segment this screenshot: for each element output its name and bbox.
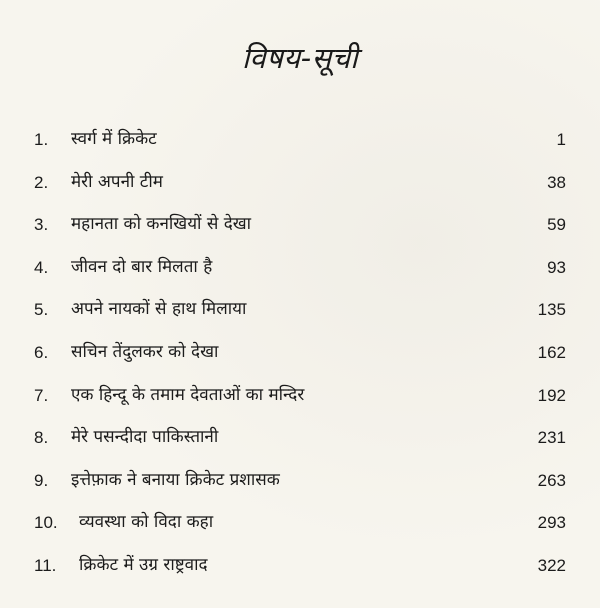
entry-title: मेरे पसन्दीदा पाकिस्तानी	[71, 427, 219, 448]
page-title: विषय-सूची	[241, 41, 359, 75]
toc-entry	[34, 464, 566, 507]
entry-number: 9.	[34, 470, 49, 490]
entry-title: मेरी अपनी टीम	[71, 171, 163, 192]
entry-title: सचिन तेंदुलकर को देखा	[71, 341, 219, 362]
entry-page-number: 1	[556, 130, 566, 149]
entry-number: 2.	[34, 172, 49, 192]
entry-title: स्वर्ग में क्रिकेट	[71, 129, 157, 149]
toc-entry	[34, 549, 566, 592]
entry-number: 1.	[34, 130, 49, 149]
entry-number: 3.	[34, 215, 49, 235]
toc-entry	[34, 166, 566, 209]
toc-entry	[34, 208, 566, 251]
entry-title: महानता को कनखियों से देखा	[71, 214, 252, 235]
entry-page-number: 59	[547, 215, 566, 235]
entry-page-number: 93	[547, 257, 566, 277]
entry-page-number: 135	[537, 300, 566, 320]
entry-page-number: 162	[537, 342, 566, 362]
entry-title: जीवन दो बार मिलता है	[71, 256, 213, 277]
entry-number: 10.	[34, 513, 58, 533]
entry-title: व्यवस्था को विदा कहा	[79, 512, 214, 533]
entry-page-number: 192	[537, 385, 566, 405]
entry-number: 4.	[34, 257, 49, 277]
toc-entry	[34, 336, 566, 379]
table-of-contents	[34, 123, 566, 592]
entry-page-number: 263	[537, 470, 566, 490]
entry-title: एक हिन्दू के तमाम देवताओं का मन्दिर	[71, 384, 305, 405]
entry-page-number: 322	[537, 555, 566, 575]
toc-entry	[34, 506, 566, 549]
entry-number: 5.	[34, 300, 49, 320]
entry-title: अपने नायकों से हाथ मिलाया	[71, 299, 247, 320]
entry-title: इत्तेफ़ाक ने बनाया क्रिकेट प्रशासक	[71, 469, 280, 490]
entry-page-number: 231	[537, 428, 566, 448]
toc-entry	[34, 123, 566, 166]
entry-page-number: 293	[537, 513, 566, 533]
entry-page-number: 38	[547, 172, 566, 192]
entry-title: क्रिकेट में उग्र राष्ट्रवाद	[79, 554, 208, 575]
entry-number: 7.	[34, 385, 49, 405]
entry-number: 8.	[34, 428, 49, 448]
toc-entry	[34, 293, 566, 336]
entry-number: 6.	[34, 342, 49, 362]
toc-entry	[34, 251, 566, 294]
toc-entry	[34, 379, 566, 422]
entry-number: 11.	[34, 555, 57, 575]
toc-entry	[34, 421, 566, 464]
